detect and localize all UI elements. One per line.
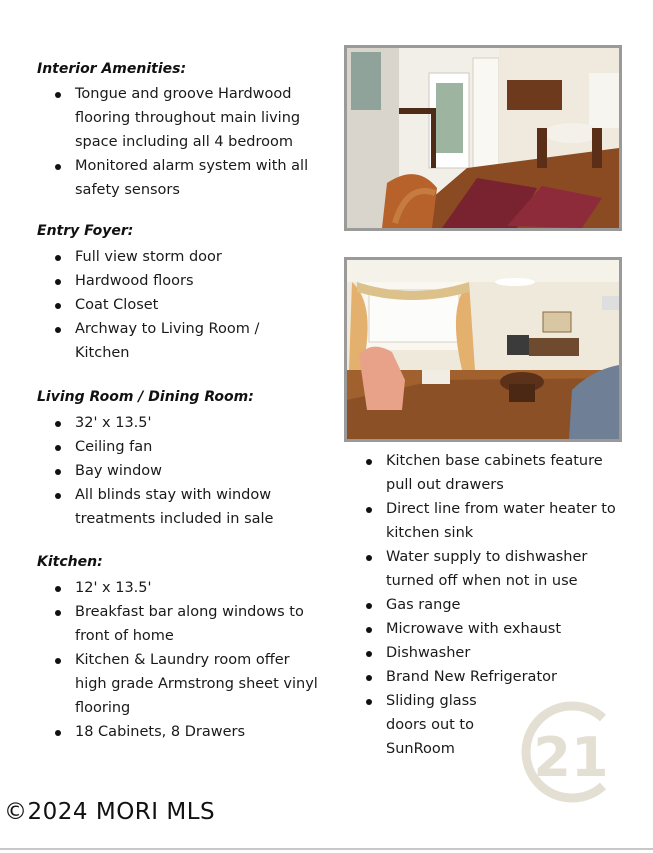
- list-item: Gas range: [348, 593, 638, 617]
- list-item: Dishwasher: [348, 641, 638, 665]
- section-title-entry-foyer: Entry Foyer:: [37, 223, 134, 239]
- list-item: Monitored alarm system with all safety sensors: [37, 154, 327, 202]
- list-item: Water supply to dishwasher turned off when not in use: [348, 545, 616, 593]
- section-title-interior-amenities: Interior Amenities:: [37, 61, 187, 77]
- list-item: 12' x 13.5': [37, 576, 327, 600]
- list-item: Sliding glass doors out to SunRoom: [348, 689, 511, 761]
- living-dining-list: [37, 411, 327, 531]
- list-item: Ceiling fan: [37, 435, 327, 459]
- list-item: All blinds stay with window treatments included in sale: [37, 483, 327, 531]
- entry-foyer-list: [37, 245, 327, 365]
- list-item: Direct line from water heater to kitchen sink: [348, 497, 626, 545]
- list-item: 18 Cabinets, 8 Drawers: [37, 720, 327, 744]
- list-item: Kitchen & Laundry room offer high grade Armstrong sheet vinyl flooring: [37, 648, 325, 720]
- entry-foyer-photo-image: [347, 48, 619, 228]
- list-item: Archway to Living Room / Kitchen: [37, 317, 275, 365]
- list-item: Bay window: [37, 459, 327, 483]
- list-item: Hardwood floors: [37, 269, 327, 293]
- section-title-kitchen: Kitchen:: [37, 554, 103, 570]
- logo-text: 21: [533, 726, 609, 789]
- list-item: Microwave with exhaust: [348, 617, 638, 641]
- list-item: Full view storm door: [37, 245, 327, 269]
- living-room-photo: [344, 257, 622, 442]
- mls-watermark: ©2024 MORI MLS: [4, 799, 216, 825]
- bottom-divider: [0, 848, 653, 850]
- list-item: Breakfast bar along windows to front of home: [37, 600, 315, 648]
- interior-amenities-list: [37, 82, 327, 202]
- list-item: Brand New Refrigerator: [348, 665, 638, 689]
- list-item: 32' x 13.5': [37, 411, 327, 435]
- century21-logo: [515, 700, 619, 804]
- entry-foyer-photo: [344, 45, 622, 231]
- list-item: Tongue and groove Hardwood flooring throughout main living space including all 4 bedroom: [37, 82, 327, 154]
- section-title-living-dining: Living Room / Dining Room:: [37, 389, 254, 405]
- living-room-photo-image: [347, 260, 619, 439]
- list-item: Kitchen base cabinets feature pull out drawers: [348, 449, 616, 497]
- kitchen-list: [37, 576, 327, 744]
- list-item: Coat Closet: [37, 293, 327, 317]
